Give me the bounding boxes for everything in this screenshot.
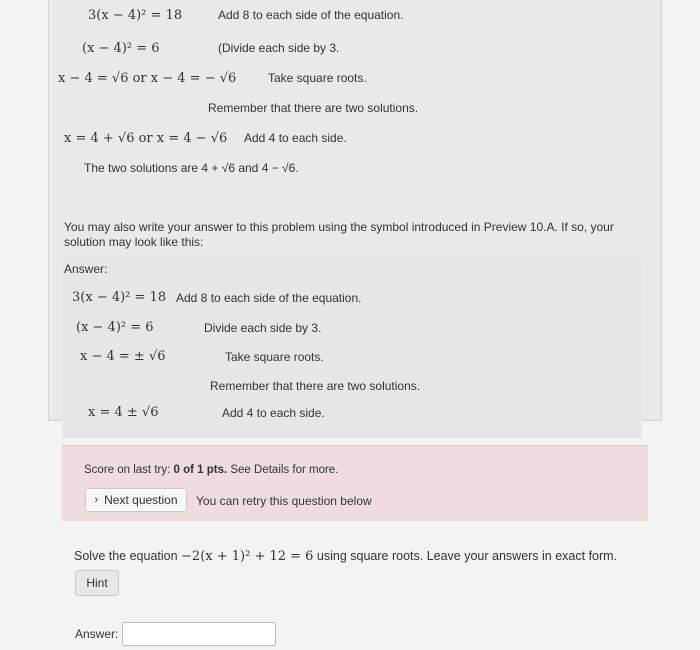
alternative-intro: You may also write your answer to this problem using the symbol introduced in Preview 10.A. If so, your solution may look like this: bbox=[64, 220, 614, 249]
chevron-right-icon: › bbox=[94, 494, 99, 506]
score-value: 0 of 1 pts. bbox=[173, 464, 228, 476]
question-suffix: using square roots. Leave your answers in exact form. bbox=[313, 549, 618, 563]
question-prefix: Solve the equation bbox=[74, 549, 182, 563]
alt-step-3-note: Take square roots. bbox=[225, 350, 324, 364]
alternative-answer-label: Answer: bbox=[64, 262, 108, 276]
alt-step-4-note: Remember that there are two solutions. bbox=[210, 379, 421, 393]
next-question-label: Next question bbox=[104, 493, 178, 507]
solution-step-5-note: Add 4 to each side. bbox=[244, 131, 347, 145]
next-question-button[interactable] bbox=[85, 488, 187, 512]
solution-step-1-note: Add 8 to each side of the equation. bbox=[218, 8, 404, 22]
alt-step-2-equation: (x − 4)² = 6 bbox=[76, 320, 154, 335]
score-suffix: See Details for more. bbox=[227, 464, 339, 476]
answer-label: Answer: bbox=[75, 627, 119, 641]
solution-step-2-note: (Divide each side by 3. bbox=[218, 41, 340, 55]
alt-step-1-note: Add 8 to each side of the equation. bbox=[176, 291, 362, 305]
question-equation: −2(x + 1)² + 12 = 6 bbox=[181, 549, 314, 564]
solution-step-1-equation: 3(x − 4)² = 18 bbox=[88, 8, 183, 23]
answer-input[interactable] bbox=[122, 622, 276, 646]
score-text bbox=[84, 464, 338, 476]
alt-step-3-equation: x − 4 = ± √6 bbox=[80, 349, 166, 364]
alt-step-5-equation: x = 4 ± √6 bbox=[88, 405, 159, 420]
alt-step-1-equation: 3(x − 4)² = 18 bbox=[72, 290, 167, 305]
question-text bbox=[74, 549, 617, 564]
solution-step-5-equation: x = 4 + √6 or x = 4 − √6 bbox=[64, 131, 228, 146]
hint-button[interactable]: Hint bbox=[75, 570, 119, 596]
solution-step-2-equation: (x − 4)² = 6 bbox=[82, 41, 160, 56]
alt-step-5-note: Add 4 to each side. bbox=[222, 406, 325, 420]
solution-step-4-note: Remember that there are two solutions. bbox=[208, 101, 419, 115]
solution-step-3-note: Take square roots. bbox=[268, 71, 367, 85]
alt-step-2-note: Divide each side by 3. bbox=[204, 321, 322, 335]
solution-summary: The two solutions are 4 + √6 and 4 − √6. bbox=[84, 161, 299, 175]
retry-note: You can retry this question below bbox=[196, 494, 372, 508]
score-prefix: Score on last try: bbox=[84, 464, 174, 476]
solution-step-3-equation: x − 4 = √6 or x − 4 = − √6 bbox=[58, 71, 237, 86]
